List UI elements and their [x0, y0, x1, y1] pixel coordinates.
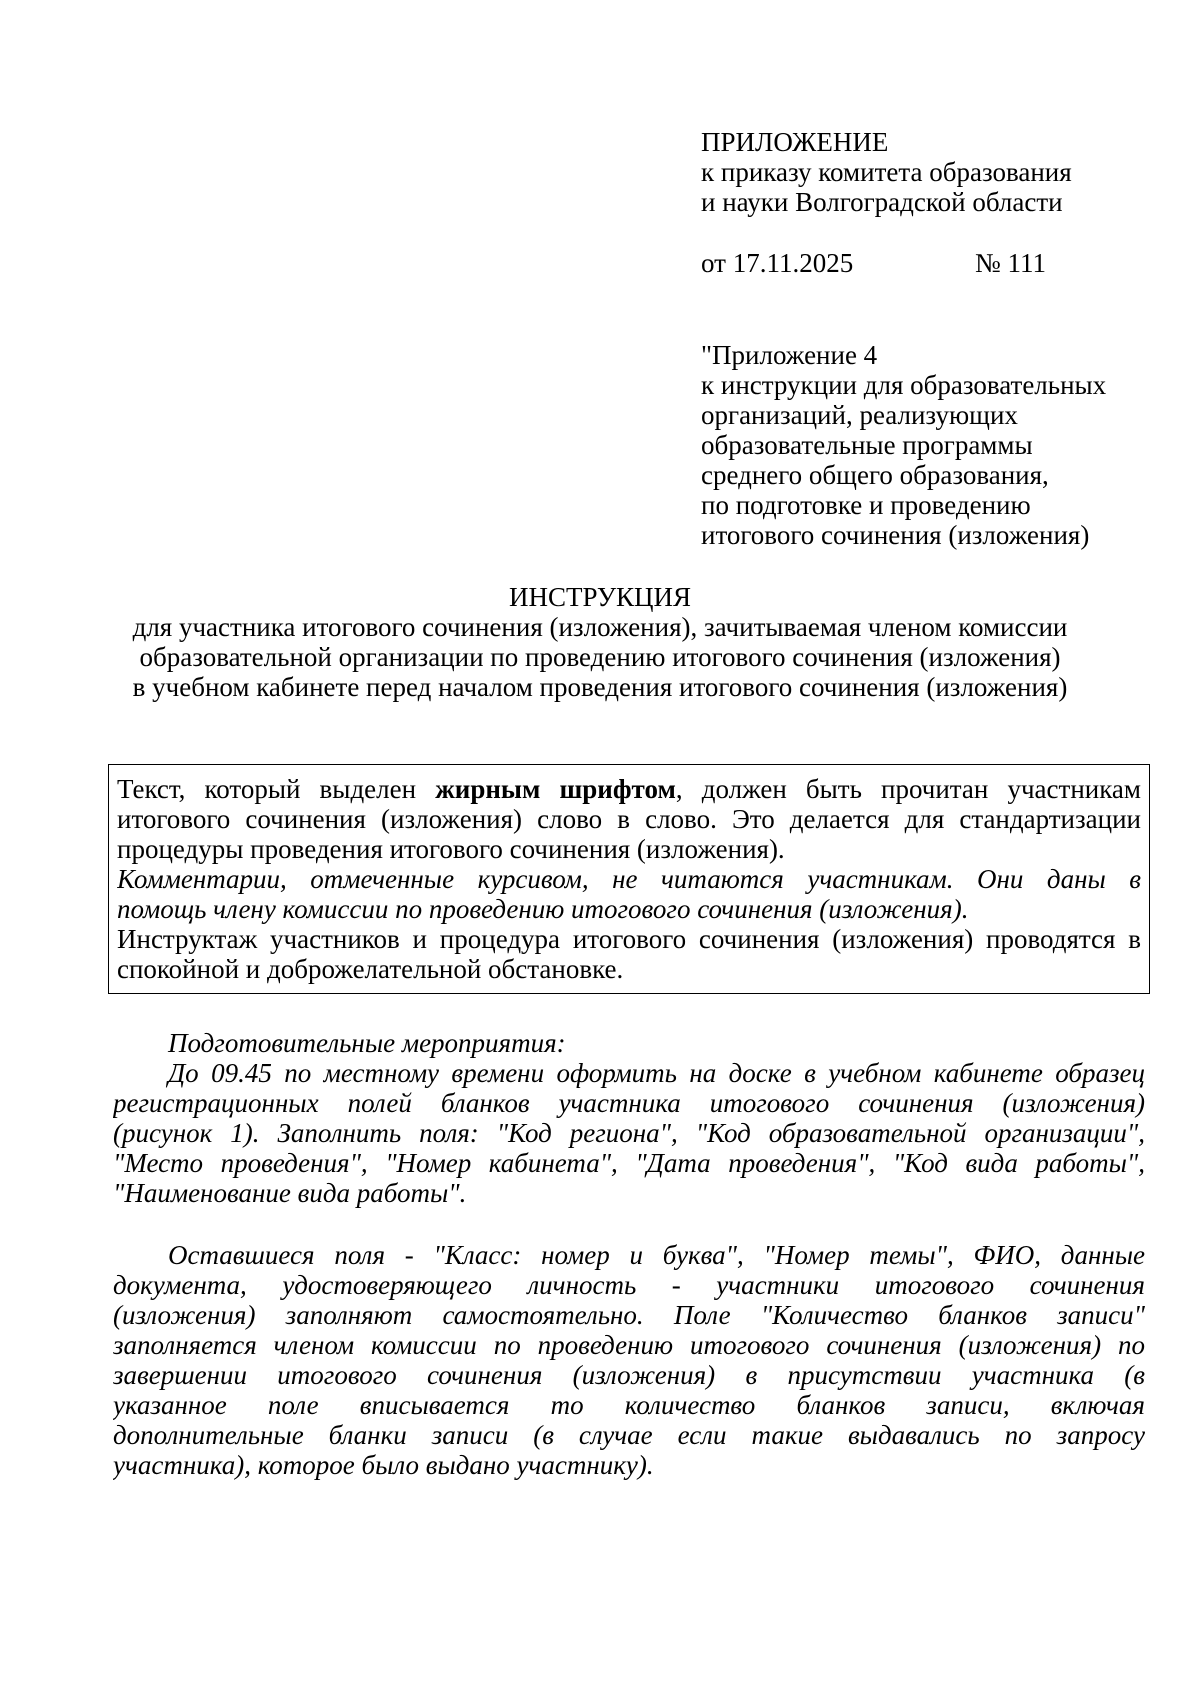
notice-line: [117, 774, 1141, 804]
notice-line: спокойной и доброжелательной обстановке.: [117, 954, 624, 984]
notice-box: [108, 764, 1150, 994]
preparation-line: регистрационных полей бланков участника итогового сочинения (изложения): [113, 1088, 1145, 1118]
notice-text: Текст, который выделен: [117, 774, 436, 804]
remaining-line: завершении итогового сочинения (изложения) в присутствии участника (в: [113, 1360, 1145, 1390]
appendix-line-2: и науки Волгоградской области: [701, 187, 1063, 217]
notice-line: итогового сочинения (изложения) слово в слово. Это делается для стандартизации: [117, 804, 1141, 834]
remaining-line: дополнительные бланки записи (в случае если такие выдавались по запросу: [113, 1420, 1145, 1450]
remaining-fields-section: [113, 1240, 1145, 1480]
instruction-subtitle-line: для участника итогового сочинения (изложения), зачитываемая членом комиссии: [132, 612, 1068, 642]
preparation-line: До 09.45 по местному времени оформить на доске в учебном кабинете образец: [168, 1058, 1145, 1088]
remaining-line: Оставшиеся поля - "Класс: номер и буква", "Номер темы", ФИО, данные: [168, 1240, 1145, 1270]
remaining-line: участника), которое было выдано участнику).: [113, 1450, 654, 1480]
appendix-title: ПРИЛОЖЕНИЕ: [701, 127, 889, 157]
remaining-line: указанное поле вписывается то количество бланков записи, включая: [113, 1390, 1145, 1420]
notice-bold-text: жирным шрифтом: [435, 774, 676, 804]
notice-text: , должен быть прочитан участникам: [675, 774, 1141, 804]
order-number: № 111: [975, 248, 1047, 278]
addendum-line: к инструкции для образовательных: [701, 370, 1107, 400]
instruction-heading: [0, 582, 1200, 702]
remaining-line: документа, удостоверяющего личность - участники итогового сочинения: [113, 1270, 1145, 1300]
addendum-line: организаций, реализующих: [701, 400, 1018, 430]
order-date: от 17.11.2025: [701, 248, 854, 278]
remaining-line: заполняется членом комиссии по проведению итогового сочинения (изложения) по: [113, 1330, 1145, 1360]
addendum-header: [701, 340, 1106, 550]
addendum-line: "Приложение 4: [701, 340, 878, 370]
addendum-line: итогового сочинения (изложения): [701, 520, 1090, 550]
notice-comment-line: Комментарии, отмеченные курсивом, не читаются участникам. Они даны в: [117, 864, 1141, 894]
notice-line: процедуры проведения итогового сочинения (изложения).: [117, 834, 785, 864]
addendum-line: среднего общего образования,: [701, 460, 1049, 490]
instruction-subtitle-line: в учебном кабинете перед началом проведения итогового сочинения (изложения): [132, 672, 1068, 702]
preparation-line: "Место проведения", "Номер кабинета", "Дата проведения", "Код вида работы",: [113, 1148, 1145, 1178]
notice-line: Инструктаж участников и процедура итогового сочинения (изложения) проводятся в: [117, 924, 1141, 954]
remaining-line: (изложения) заполняют самостоятельно. Поле "Количество бланков записи": [113, 1300, 1145, 1330]
preparation-section: [113, 1028, 1145, 1208]
notice-comment-line: помощь члену комиссии по проведению итогового сочинения (изложения).: [117, 894, 969, 924]
addendum-line: образовательные программы: [701, 430, 1033, 460]
addendum-line: по подготовке и проведению: [701, 490, 1031, 520]
appendix-line-1: к приказу комитета образования: [701, 157, 1072, 187]
appendix-header: [701, 127, 1072, 217]
instruction-title: ИНСТРУКЦИЯ: [509, 582, 691, 612]
preparation-line: (рисунок 1). Заполнить поля: "Код региона", "Код образовательной организации",: [113, 1118, 1145, 1148]
instruction-subtitle-line: образовательной организации по проведению итогового сочинения (изложения): [139, 642, 1061, 672]
preparation-line: "Наименование вида работы".: [113, 1178, 467, 1208]
preparation-heading: Подготовительные мероприятия:: [168, 1028, 566, 1058]
